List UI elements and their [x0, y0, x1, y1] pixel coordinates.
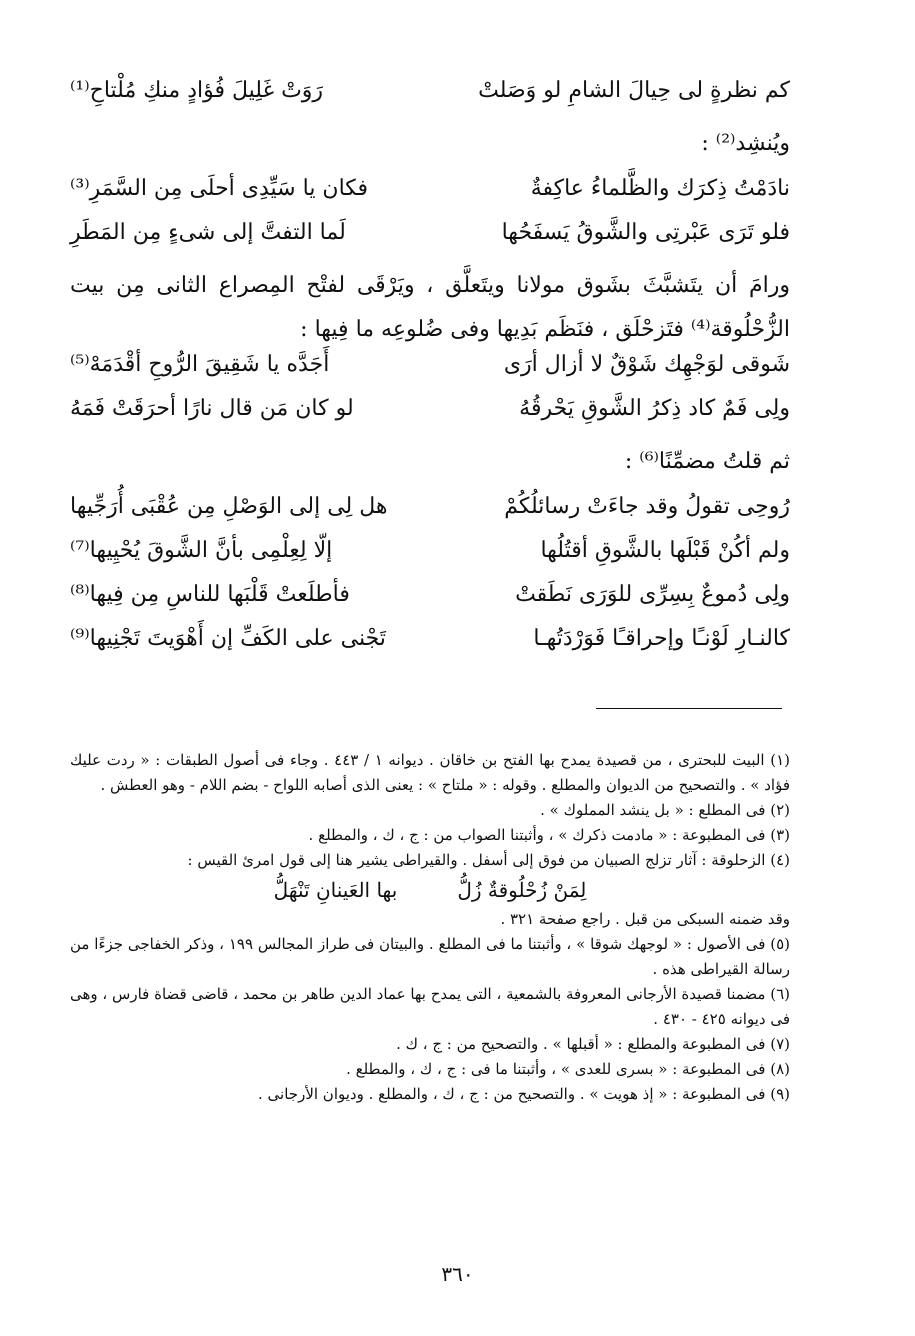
footnote-1: (١) البيت للبحترى ، من قصيدة يمدح بها الفتح بن خاقان . ديوانه ١ / ٤٤٣ . وجاء فى أصول الطبقات : « ردت عليك فؤاد » . والتصحيح من الديوان والمطلع . وقوله : « ملتاح » : يعنى الذى أصابه اللواح - بضم اللام - وهو العطش .	[70, 751, 791, 794]
verse-hemistich-second: فأطلَعتْ قَلْبَها للناسِ مِن فِيها⁽⁸⁾	[70, 582, 350, 607]
verse-hemistich-first: ولِى فَمٌ كاد ذِكرُ الشَّوقِ يَحْرقُهُ	[519, 396, 790, 421]
footnote-4-verse	[70, 873, 790, 907]
verse-hemistich-first: شَوقى لوَجْهِك شَوْقٌ لا أزال أرَى	[503, 352, 790, 377]
poem-block-2	[70, 176, 790, 264]
verse-hemistich-first: ولم أكُنْ قَبْلَها بالشَّوقِ أقتُلُها	[540, 538, 790, 563]
footnote-4-after: وقد ضمنه السبكى من قبل . راجع صفحة ٣٢١ .	[500, 910, 790, 928]
verse-hemistich-first: رُوحِى تقولُ وقد جاءَتْ رسائلُكُمْ	[504, 494, 790, 519]
then-line: ثم قلتُ مضمِّنًا⁽⁶⁾ :	[624, 449, 790, 474]
verse-line	[70, 582, 790, 626]
verse-hemistich-first: كم نظرةٍ لى حِيالَ الشامِ لو وَصَلتْ	[478, 78, 790, 103]
poem-block-3	[70, 352, 790, 440]
verse-line	[70, 176, 790, 220]
verse-hemistich-second: لَما التفتَّ إلى شىءٍ مِن المَطَرِ	[70, 220, 346, 245]
verse-hemistich-second: فكان يا سَيِّدِى أحلَى مِن السَّمَرِ⁽³⁾	[70, 176, 368, 201]
footnote-6: (٦) مضمنا قصيدة الأرجانى المعروفة بالشمعية ، التى يمدح بها عماد الدين طاهر بن محمد ، قاضى قضاة فارس ، وهى فى ديوانه ٤٢٥ - ٤٣٠ .	[70, 985, 790, 1028]
verse-line	[70, 396, 790, 440]
footnote-7: (٧) فى المطبوعة والمطلع : « أقبلها » . والتصحيح من : ج ، ك .	[396, 1035, 790, 1053]
verse-hemistich-first: نادَمْتُ ذِكرَك والظَّلماءُ عاكِفةٌ	[530, 176, 790, 201]
verse-hemistich-first: لِمَنْ زُحْلُوقةٌ زُلُّ	[457, 878, 587, 902]
verse-line	[70, 494, 790, 538]
recite-line: ويُنشِد⁽²⁾ :	[701, 131, 790, 156]
page-number: ٣٦٠	[441, 1262, 474, 1286]
footnote-4: (٤) الزحلوقة : آثار تزلج الصبيان من فوق إلى أسفل . والقيراطى يشير هنا إلى قول امرئ القيس :	[187, 851, 790, 869]
verse-hemistich-second: بها العَينانِ تَنْهَلُّ	[273, 878, 398, 902]
main-text	[70, 78, 790, 670]
footnote-9: (٩) فى المطبوعة : « إذ هويت » . والتصحيح من : ج ، ك ، والمطلع . وديوان الأرجانى .	[258, 1085, 790, 1103]
footnote-separator	[596, 708, 782, 709]
verse-line	[70, 626, 790, 670]
footnote-5: (٥) فى الأصول : « لوجهك شوقا » ، وأثبتنا ما فى المطلع . والبيتان فى طراز المجالس ١٩٩ ، وذكر الخفاجى جزءًا من رسالة القيراطى هذه .	[70, 935, 790, 978]
poem-block-1	[70, 78, 790, 122]
verse-line	[70, 220, 790, 264]
footnote-3: (٣) فى المطبوعة : « مادمت ذكرك » ، وأثبتنا الصواب من : ج ، ك ، والمطلع .	[308, 826, 790, 844]
footnote-8: (٨) فى المطبوعة : « بسرى للعدى » ، وأثبتنا ما فى : ج ، ك ، والمطلع .	[346, 1060, 790, 1078]
prose-paragraph: ورامَ أن يتَشبَّثَ بشَوق مولانا ويتَعلَّق ، ويَرْقَى لفتْح المِصراع الثانى مِن بيت الزُّحْلُوقة⁽⁴⁾ فتَزحْلَق ، فنَظَم بَدِيها وفى ضُلوعِه ما فِيها :	[70, 273, 790, 342]
verse-hemistich-second: رَوَتْ غَلِيلَ فُؤادٍ منكِ مُلْتاحِ⁽¹⁾	[70, 78, 324, 103]
poem-block-4	[70, 494, 790, 670]
verse-hemistich-second: إلّا لِعِلْمِى بأنَّ الشَّوقَ يُحْيِيها⁽⁷⁾	[70, 538, 333, 563]
verse-hemistich-first: كالنـارِ لَوْنـًا وإحراقـًا فَوَرْدَتُهـا	[533, 626, 790, 651]
verse-hemistich-second: لو كان مَن قال نارًا أحرَقَتْ فَمَهُ	[70, 396, 354, 421]
verse-hemistich-first: فلو تَرَى عَبْرتِى والشَّوقُ يَسفَحُها	[501, 220, 790, 245]
verse-line	[70, 352, 790, 396]
verse-hemistich-second: هل لِى إلى الوَصْلِ مِن عُقْبَى أُرَجِّيها	[70, 494, 388, 519]
footnotes	[70, 748, 790, 1107]
verse-hemistich-first: ولِى دُموعٌ بِسِرِّى للوَرَى نَطَقتْ	[515, 582, 790, 607]
verse-hemistich-second: تَجْنى على الكَفِّ إن أَهْوَيتَ تَجْنِيها⁽⁹⁾	[70, 626, 386, 651]
verse-line	[70, 78, 790, 122]
verse-hemistich-second: أَجَدَّه يا شَقِيقَ الرُّوحِ أقْدَمَهْ⁽⁵⁾	[70, 352, 330, 377]
verse-line	[70, 538, 790, 582]
footnote-2: (٢) فى المطلع : « بل ينشد المملوك » .	[540, 801, 790, 819]
